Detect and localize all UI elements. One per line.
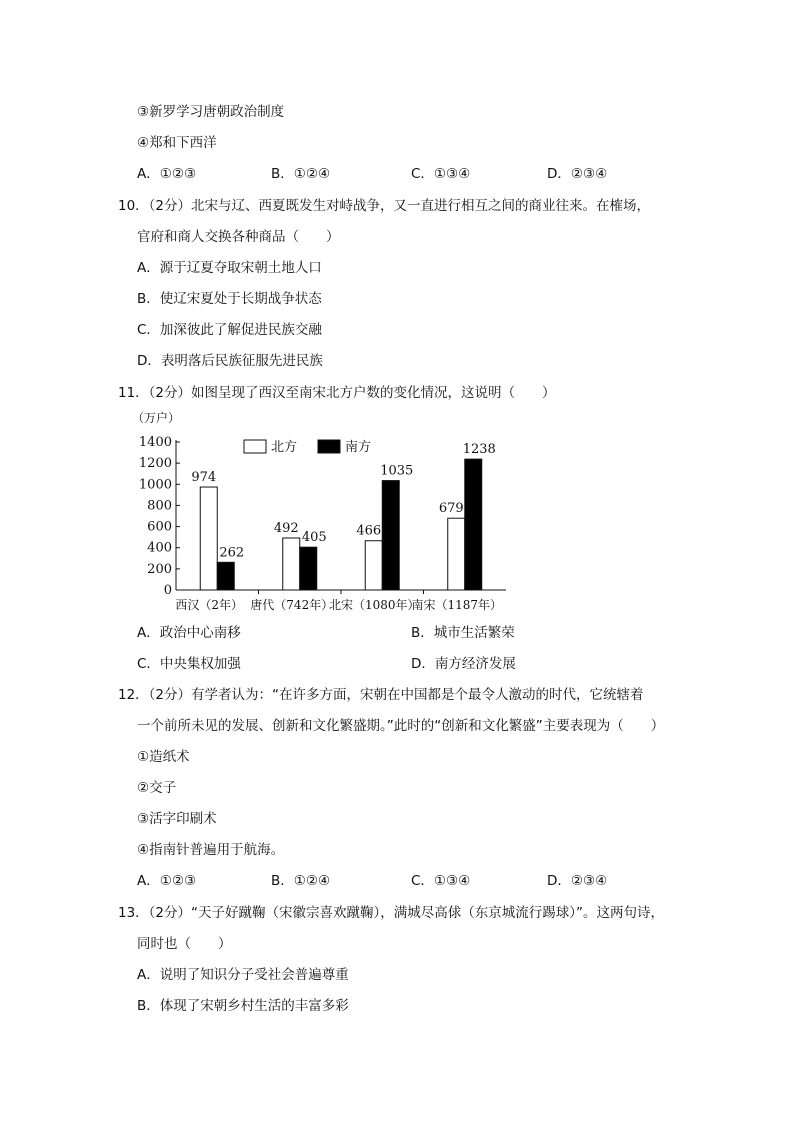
y-tick-label: 1200	[138, 456, 172, 472]
bar-north	[365, 541, 382, 590]
q11-stem: 11．（2分）如图呈现了西汉至南宋北方户数的变化情况，这说明（ ）	[118, 385, 556, 401]
y-tick-label: 200	[147, 561, 172, 577]
x-category-label: 北宋（1080年）	[328, 598, 420, 612]
household-bar-chart	[130, 408, 520, 616]
q12-item-3: ③活字印刷术	[137, 811, 217, 827]
bar-value-label: 405	[301, 530, 327, 546]
bar-south	[217, 562, 234, 590]
q9-option-d: D．②③④	[547, 166, 608, 182]
q12-item-4: ④指南针普遍用于航海。	[137, 842, 285, 858]
q12-option-a: A．①②③	[137, 873, 197, 889]
q11-option-a: A．政治中心南移	[137, 625, 241, 641]
y-tick-label: 1400	[138, 435, 172, 450]
q11-option-d: D．南方经济发展	[411, 656, 516, 672]
legend-label: 北方	[271, 440, 298, 455]
y-tick-label: 0	[163, 583, 172, 598]
bar-north	[283, 538, 300, 590]
legend-swatch-south	[318, 440, 340, 453]
y-tick-label: 800	[147, 498, 172, 514]
y-tick-label: 600	[147, 519, 172, 535]
bar-value-label: 492	[273, 520, 299, 536]
q9-item-3: ③新罗学习唐朝政治制度	[137, 104, 285, 120]
q13-option-a: A．说明了知识分子受社会普遍尊重	[137, 967, 349, 983]
y-tick-label: 400	[147, 540, 172, 556]
q13-stem-line1: 13．（2分）“天子好蹴鞠（宋徽宗喜欢蹴鞠），满城尽高俅（东京城流行踢球）”。这两句诗，	[118, 905, 665, 921]
bar-value-label: 974	[191, 470, 217, 486]
q12-option-b: B．①②④	[271, 873, 331, 889]
q12-item-1: ①造纸术	[137, 749, 190, 765]
q12-option-d: D．②③④	[547, 873, 608, 889]
q10-option-d: D．表明落后民族征服先进民族	[137, 353, 323, 369]
q12-stem-line1: 12．（2分）有学者认为：“在许多方面，宋朝在中国都是个最令人激动的时代，它统辖着	[118, 687, 644, 703]
legend-swatch-north	[244, 440, 266, 453]
q10-option-c: C．加深彼此了解促进民族交融	[137, 322, 322, 338]
x-category-label: 唐代（742年）	[250, 598, 334, 612]
bar-value-label: 262	[219, 545, 245, 561]
q12-stem-line2: 一个前所未见的发展、创新和文化繁盛期。”此时的“创新和文化繁盛”主要表现为（ ）	[137, 718, 665, 734]
bar-north	[448, 518, 465, 590]
bar-south	[382, 481, 399, 590]
q12-option-c: C．①③④	[411, 873, 471, 889]
q9-item-4: ④郑和下西洋	[137, 135, 217, 151]
bar-north	[200, 487, 217, 590]
q13-option-b: B．体现了宋朝乡村生活的丰富多彩	[137, 998, 349, 1014]
q9-option-b: B．①②④	[271, 166, 331, 182]
bar-value-label: 466	[356, 523, 382, 539]
q11-option-c: C．中央集权加强	[137, 656, 241, 672]
q10-stem-line1: 10．（2分）北宋与辽、西夏既发生对峙战争，又一直进行相互之间的商业往来。在榷场，	[118, 198, 651, 214]
y-axis-label: （万户）	[132, 411, 181, 425]
x-category-label: 西汉（2年）	[175, 598, 244, 612]
q12-item-2: ②交子	[137, 780, 177, 796]
q10-option-b: B．使辽宋夏处于长期战争状态	[137, 291, 322, 307]
q13-stem-line2: 同时也（ ）	[137, 936, 232, 952]
q9-option-c: C．①③④	[411, 166, 471, 182]
legend-label: 南方	[345, 440, 372, 455]
x-category-label: 南宋（1187年）	[411, 598, 503, 612]
bar-south	[300, 547, 317, 590]
q10-stem-line2: 官府和商人交换各种商品（ ）	[137, 229, 340, 245]
q10-option-a: A．源于辽夏夺取宋朝土地人口	[137, 260, 322, 276]
bar-south	[465, 459, 482, 590]
bar-value-label: 1035	[380, 463, 414, 479]
q9-option-a: A．①②③	[137, 166, 197, 182]
bar-value-label: 1238	[462, 442, 496, 458]
q11-option-b: B．城市生活繁荣	[411, 625, 515, 641]
bar-value-label: 679	[438, 501, 464, 517]
y-tick-label: 1000	[138, 477, 172, 493]
